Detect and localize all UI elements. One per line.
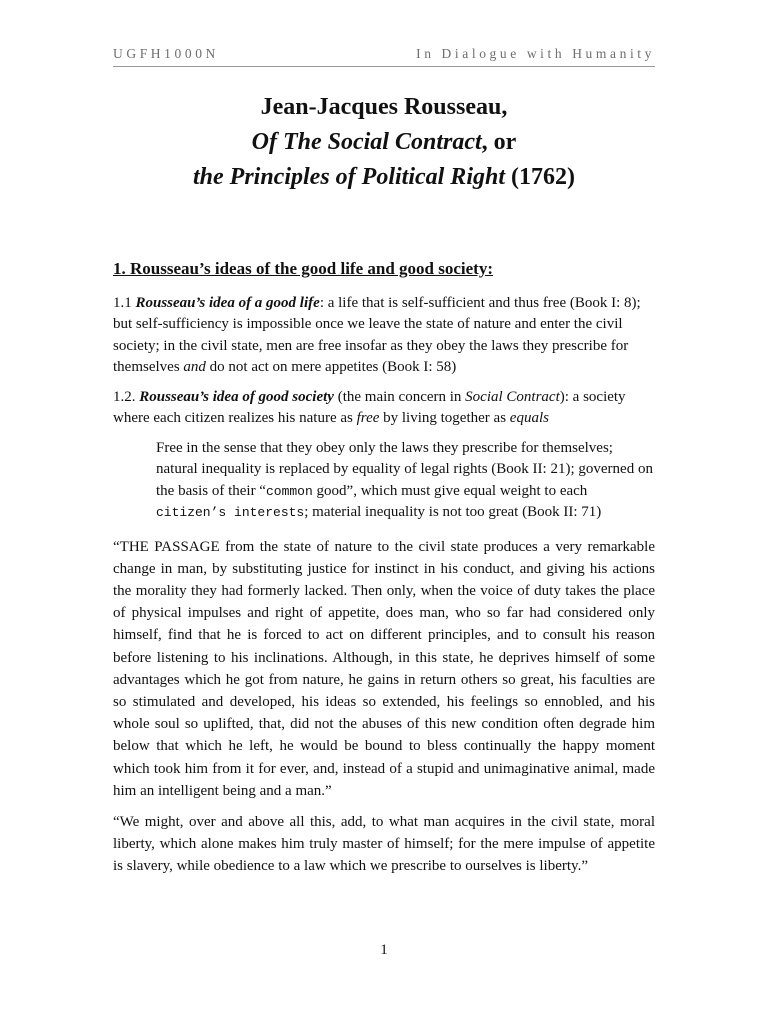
title-author: Jean-Jacques Rousseau,	[260, 94, 508, 120]
para-term: Rousseau’s idea of a good life	[135, 294, 320, 311]
para-emphasis: equals	[509, 410, 549, 426]
para-text: ): a society where each citizen realizes his nature as	[113, 388, 626, 426]
document-title	[0, 90, 768, 195]
main-content	[113, 258, 655, 887]
title-subtitle: the Principles of Political Right	[193, 164, 505, 190]
paragraph-1-2	[113, 387, 655, 430]
title-line-subtitle	[0, 160, 768, 195]
para-text: Free in the sense that they obey only the laws they prescribe for themselves; natural inequality is replaced by equality of legal rights (Book II: 21); governed on the basis of their “	[156, 439, 653, 499]
para-number: 1.2.	[113, 388, 140, 405]
para-emphasis: free	[356, 410, 380, 426]
page-number: 1	[380, 942, 388, 958]
para-mono-text: common	[265, 483, 313, 499]
course-title: In Dialogue with Humanity	[416, 46, 655, 61]
para-text: ; material inequality is not too great (Book II: 71)	[304, 504, 602, 520]
quotation-1: “THE PASSAGE from the state of nature to the civil state produces a very remarkable change in man, by substituting justice for instinct in his conduct, and giving his actions the morality they had formerly lacked. Then only, when the voice of duty takes the place of physical impulses and right of appetite, does man, who so far had considered only himself, find that he is forced to act on different principles, and to consult his reason before listening to his inclinations. Although, in this state, he deprives himself of some advantages which he got from nature, he gains in return others so great, his faculties are so stimulated and developed, his ideas so extended, his feelings so ennobled, and his whole soul so uplifted, that, did not the abuses of this new condition often degrade him below that which he left, he would be bound to bless continually the happy moment which took him from it for ever, and, instead of a stupid and unimaginative animal, made him an intelligent being and a man.”	[113, 538, 655, 799]
title-year: (1762)	[505, 164, 575, 190]
para-text: (the main concern in	[333, 388, 466, 405]
title-connector: , or	[481, 129, 517, 155]
section-heading: 1. Rousseau’s ideas of the good life and good society:	[113, 259, 493, 278]
paragraph-1-1	[113, 293, 655, 379]
running-header	[113, 46, 655, 62]
para-text: : a life that is self-sufficient and thus free (Book I: 8); but self-sufficiency is impossible once we leave the state of nature and enter the civil society; in the civil state, men are free insofar as they obey the laws they prescribe for themselves	[113, 294, 641, 375]
title-work: Of The Social Contract	[251, 129, 482, 155]
para-text: good”, which must give equal weight to each	[312, 482, 588, 499]
para-number: 1.1	[113, 294, 136, 311]
para-mono-text: citizen’s interests	[156, 505, 305, 520]
header-rule	[113, 66, 655, 67]
quotation-2: “We might, over and above all this, add, to what man acquires in the civil state, moral liberty, which alone makes him truly master of himself; for the mere impulse of appetite is slavery, while obedience to a law which we prescribe to ourselves is liberty.”	[113, 813, 655, 875]
indented-note	[156, 438, 655, 524]
para-term: Rousseau’s idea of good society	[139, 388, 334, 405]
para-emphasis: Social Contract	[465, 388, 560, 405]
para-text: do not act on mere appetites (Book I: 58)	[205, 359, 457, 375]
title-line-work	[0, 125, 768, 160]
para-text: by living together as	[379, 410, 510, 426]
para-emphasis: and	[183, 359, 206, 375]
course-code: UGFH1000N	[113, 46, 219, 61]
